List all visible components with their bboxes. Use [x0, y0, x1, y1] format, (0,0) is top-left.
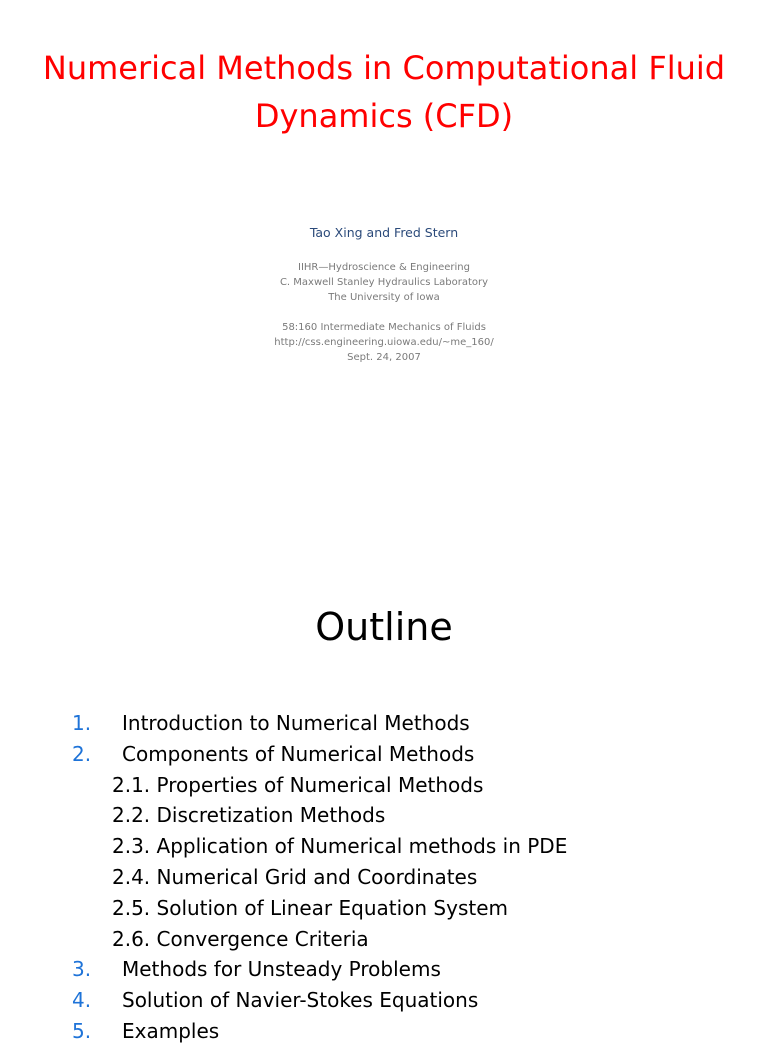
outline-item	[72, 954, 762, 985]
outline-item-number: 5.	[72, 1018, 92, 1043]
outline-item-text: Examples	[122, 1018, 220, 1043]
outline-list	[72, 708, 762, 1047]
outline-item	[72, 739, 762, 770]
authors: Tao Xing and Fred Stern	[309, 225, 459, 240]
outline-subitem: 2.2. Discretization Methods	[112, 803, 386, 828]
outline-item-number: 4.	[72, 988, 92, 1013]
outline-item-number: 1.	[72, 711, 92, 735]
outline-subitem: 2.1. Properties of Numerical Methods	[112, 772, 484, 797]
outline-title: Outline	[315, 605, 453, 649]
affiliation-line: The University of Iowa	[328, 292, 440, 303]
outline-subitem: 2.3. Application of Numerical methods in PDE	[112, 834, 568, 859]
outline-item	[72, 985, 762, 1016]
spacer	[0, 305, 768, 320]
course-url: http://css.engineering.uiowa.edu/~me_160/	[274, 337, 494, 348]
outline-item-number: 2.	[72, 741, 92, 766]
outline-slide	[0, 420, 768, 1043]
course-date: Sept. 24, 2007	[347, 352, 421, 363]
outline-item-number: 3.	[72, 957, 92, 982]
course-name: 58:160 Intermediate Mechanics of Fluids	[282, 322, 486, 333]
outline-subitem: 2.6. Convergence Criteria	[112, 926, 369, 951]
outline-item-text: Introduction to Numerical Methods	[122, 711, 470, 735]
title-slide	[0, 0, 768, 420]
outline-subitem: 2.5. Solution of Linear Equation System	[112, 895, 509, 920]
outline-item-text: Components of Numerical Methods	[122, 741, 475, 766]
affiliation-line: C. Maxwell Stanley Hydraulics Laboratory	[279, 277, 489, 288]
slide-title-line-1: Numerical Methods in Computational Fluid	[42, 49, 726, 87]
outline-subitem: 2.4. Numerical Grid and Coordinates	[112, 864, 478, 889]
affiliation-line: IIHR—Hydroscience & Engineering	[298, 262, 470, 273]
outline-item-text: Methods for Unsteady Problems	[122, 957, 441, 982]
affiliation-block	[0, 260, 768, 365]
outline-item-text: Solution of Navier-Stokes Equations	[122, 988, 479, 1013]
outline-item	[72, 1016, 762, 1047]
slide-title	[20, 44, 748, 140]
slide-title-line-2: Dynamics (CFD)	[254, 97, 514, 135]
outline-item	[72, 708, 762, 739]
